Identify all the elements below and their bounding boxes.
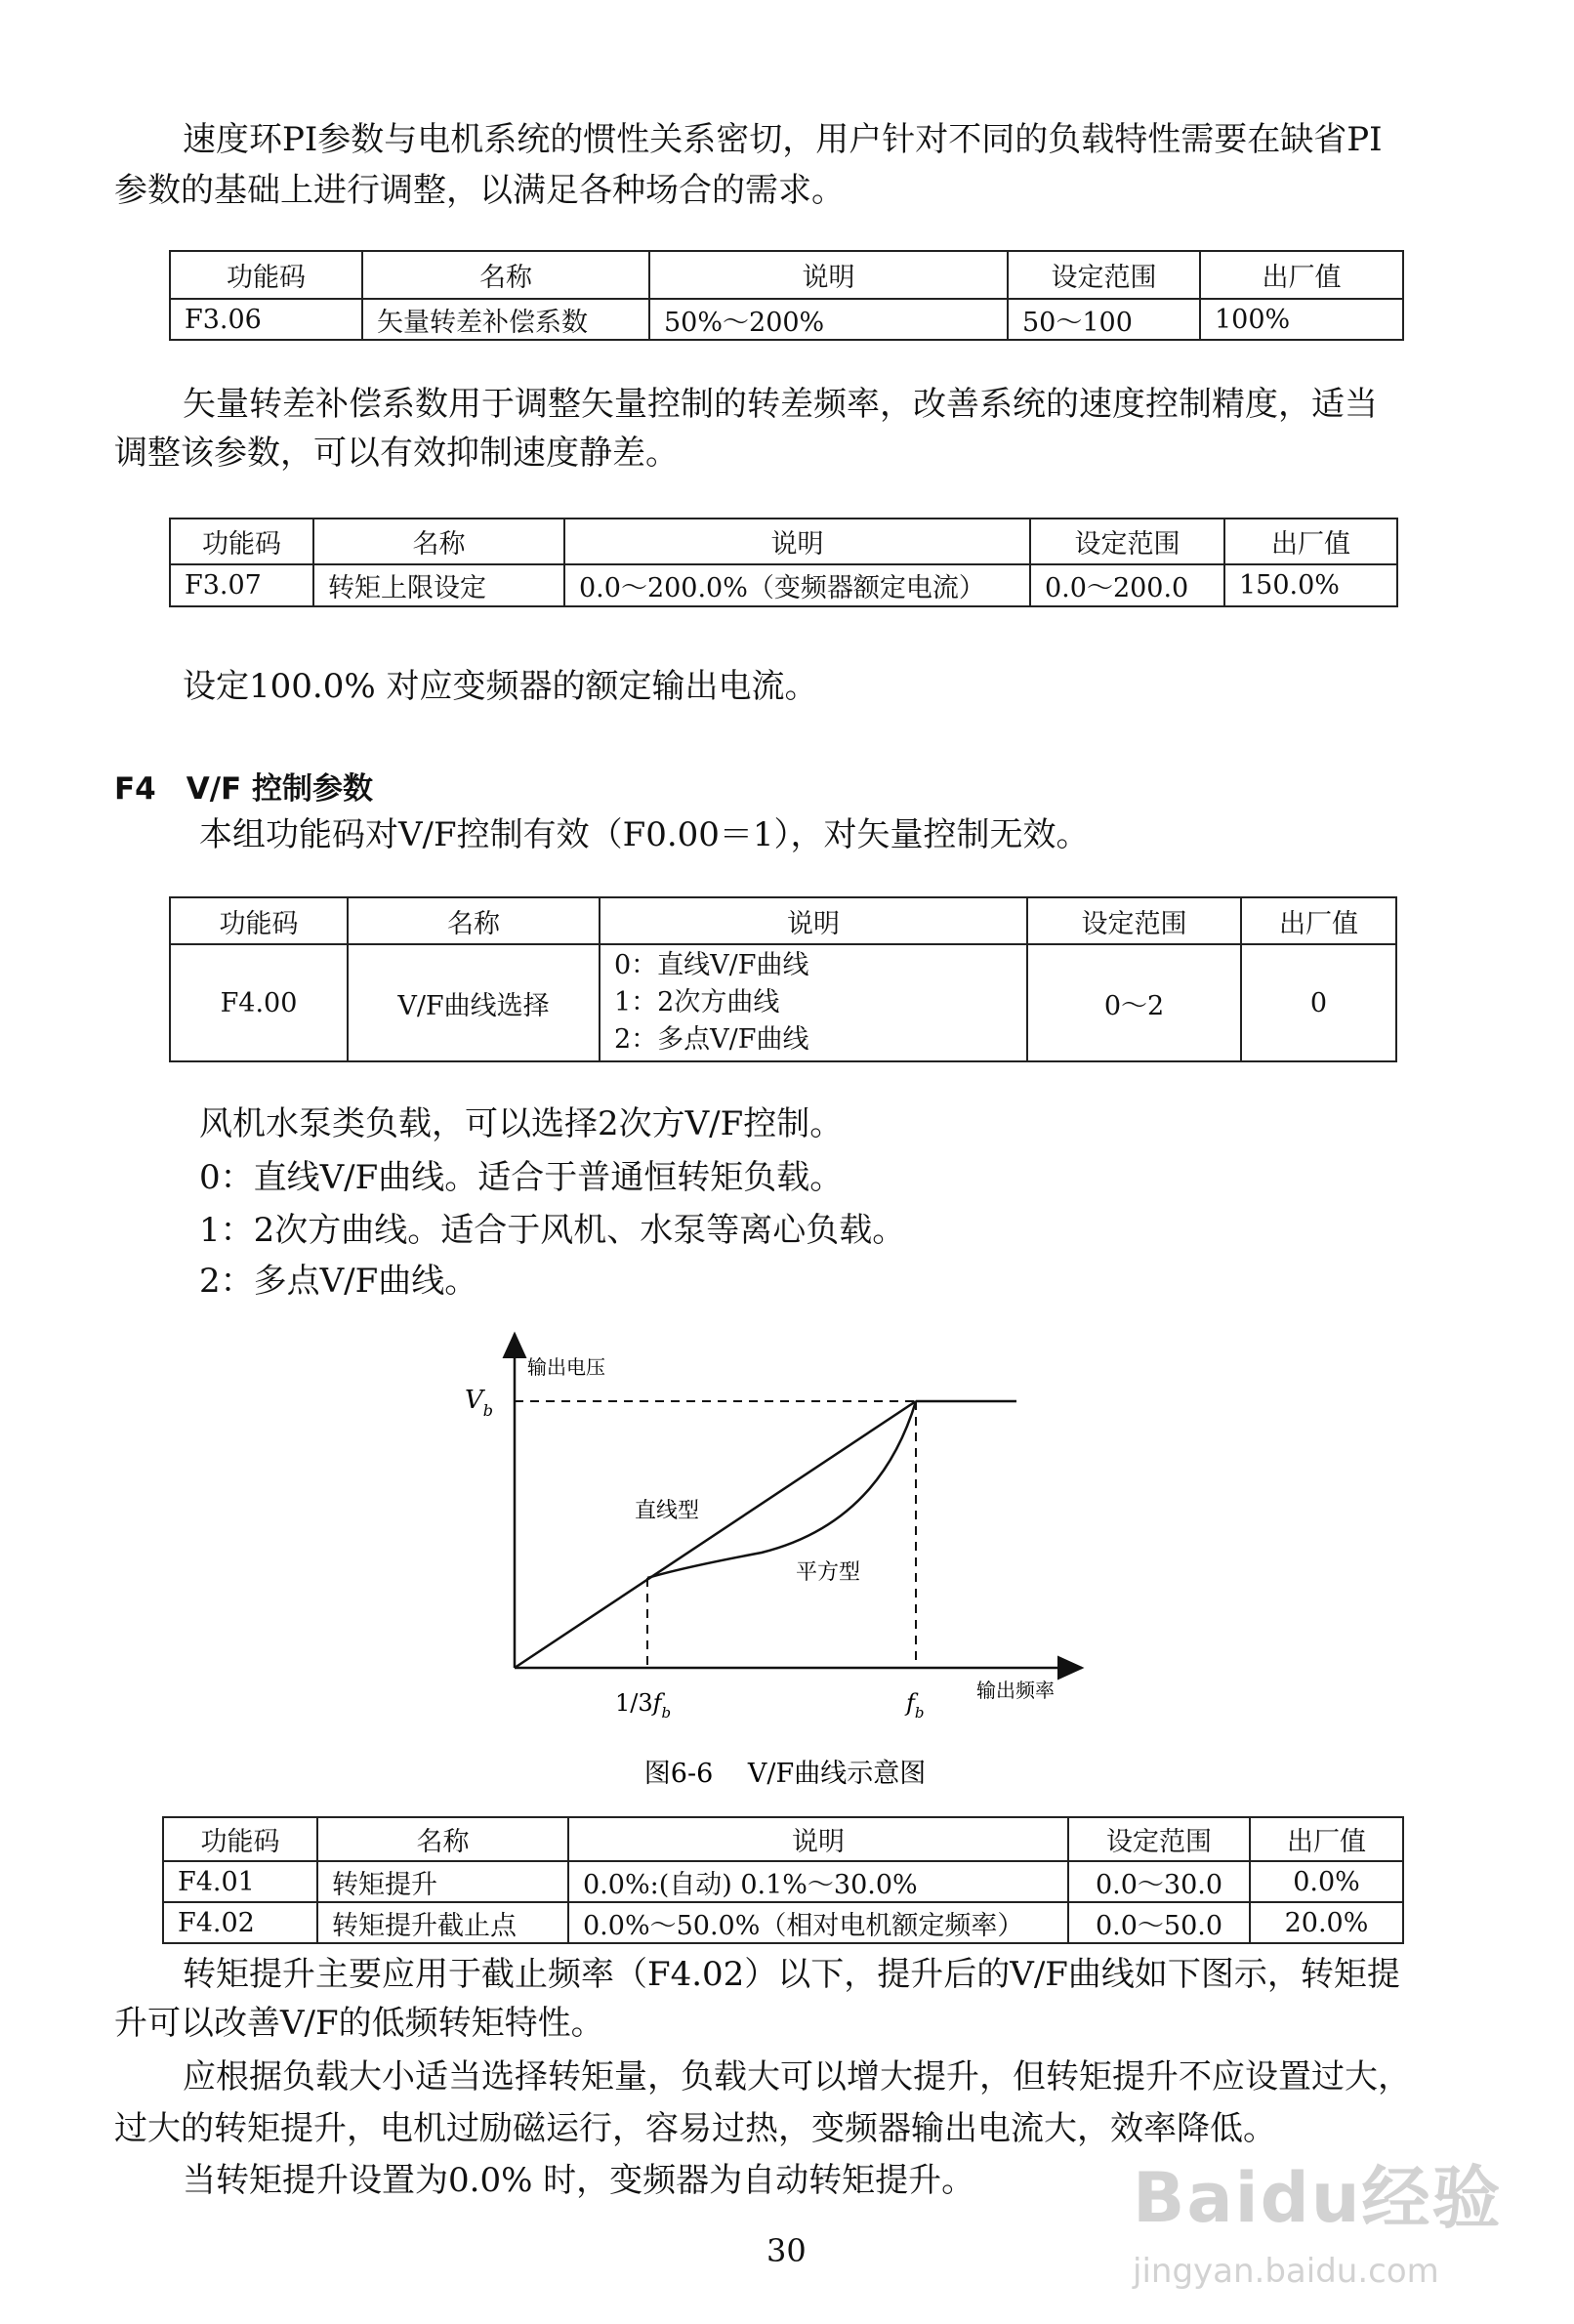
cell-default: 0.0% xyxy=(1250,1861,1403,1902)
cell-name: 转矩提升截止点 xyxy=(317,1902,568,1943)
header-default: 出厂值 xyxy=(1200,251,1403,299)
square-label: 平方型 xyxy=(796,1560,861,1585)
paragraph: 参数的基础上进行调整，以满足各种场合的需求。 xyxy=(114,171,845,210)
header-range: 设定范围 xyxy=(1068,1817,1250,1861)
cell-name: 转矩上限设定 xyxy=(313,564,564,606)
paragraph: 本组功能码对V/F控制有效（F0.00＝1），对矢量控制无效。 xyxy=(199,815,1090,854)
watermark-url: jingyan.baidu.com xyxy=(1133,2252,1439,2291)
cell-desc: 0.0%:(自动) 0.1%～30.0% xyxy=(568,1861,1068,1902)
cell-desc: 0.0～200.0%（变频器额定电流） xyxy=(564,564,1030,606)
watermark-logo: Baidu经验 xyxy=(1133,2158,1503,2238)
cell-range: 50～100 xyxy=(1008,299,1200,340)
list-item: 2：多点V/F曲线。 xyxy=(199,1262,478,1301)
header-desc: 说明 xyxy=(600,897,1027,944)
desc-option: 0：直线V/F曲线 xyxy=(614,950,809,980)
header-default: 出厂值 xyxy=(1241,897,1396,944)
cell-default: 20.0% xyxy=(1250,1902,1403,1943)
cell-code: F3.07 xyxy=(170,564,313,606)
figure-caption: 图6-6 V/F曲线示意图 xyxy=(643,1759,927,1789)
paragraph: 设定100.0% 对应变频器的额定输出电流。 xyxy=(183,667,818,706)
header-name: 名称 xyxy=(362,251,649,299)
cell-name: V/F曲线选择 xyxy=(348,944,600,1061)
paragraph: 矢量转差补偿系数用于调整矢量控制的转差频率，改善系统的速度控制精度，适当 xyxy=(183,385,1378,424)
cell-range: 0.0～200.0 xyxy=(1030,564,1224,606)
cell-default: 0 xyxy=(1241,944,1396,1061)
vb-label: $V_b$ xyxy=(465,1386,494,1420)
header-default: 出厂值 xyxy=(1250,1817,1403,1861)
paragraph: 当转矩提升设置为0.0% 时，变频器为自动转矩提升。 xyxy=(183,2161,975,2200)
list-item: 0：直线V/F曲线。适合于普通恒转矩负载。 xyxy=(199,1158,844,1197)
cell-code: F3.06 xyxy=(170,299,362,340)
paragraph: 应根据负载大小适当选择转矩量，负载大可以增大提升，但转矩提升不应设置过大， xyxy=(183,2057,1411,2096)
page-number: 30 xyxy=(766,2232,807,2269)
linear-label: 直线型 xyxy=(635,1499,700,1523)
fb-label: $f_b$ xyxy=(906,1689,925,1722)
list-item: 1：2次方曲线。适合于风机、水泵等离心负载。 xyxy=(199,1211,906,1250)
desc-option: 1：2次方曲线 xyxy=(614,987,780,1017)
header-code: 功能码 xyxy=(170,519,313,564)
header-name: 名称 xyxy=(348,897,600,944)
header-code: 功能码 xyxy=(170,251,362,299)
paragraph: 升可以改善V/F的低频转矩特性。 xyxy=(114,2004,604,2043)
header-desc: 说明 xyxy=(564,519,1030,564)
cell-default: 150.0% xyxy=(1224,564,1397,606)
paragraph: 转矩提升主要应用于截止频率（F4.02）以下，提升后的V/F曲线如下图示，转矩提 xyxy=(183,1955,1400,1994)
cell-name: 转矩提升 xyxy=(317,1861,568,1902)
header-range: 设定范围 xyxy=(1008,251,1200,299)
cell-default: 100% xyxy=(1200,299,1403,340)
header-desc: 说明 xyxy=(649,251,1008,299)
y-axis-label: 输出电压 xyxy=(527,1355,605,1379)
header-range: 设定范围 xyxy=(1030,519,1224,564)
header-range: 设定范围 xyxy=(1027,897,1241,944)
third-fb-label: $1/3f_b$ xyxy=(615,1689,672,1722)
baidu-watermark xyxy=(1133,2143,1503,2291)
cell-range: 0～2 xyxy=(1027,944,1241,1061)
paragraph: 速度环PI参数与电机系统的惯性关系密切，用户针对不同的负载特性需要在缺省PI xyxy=(183,120,1383,159)
cell-range: 0.0～50.0 xyxy=(1068,1902,1250,1943)
header-code: 功能码 xyxy=(170,897,348,944)
cell-code: F4.01 xyxy=(163,1861,317,1902)
header-desc: 说明 xyxy=(568,1817,1068,1861)
cell-range: 0.0～30.0 xyxy=(1068,1861,1250,1902)
cell-name: 矢量转差补偿系数 xyxy=(362,299,649,340)
header-name: 名称 xyxy=(317,1817,568,1861)
cell-desc: 50%～200% xyxy=(649,299,1008,340)
linear-curve xyxy=(515,1401,916,1668)
header-code: 功能码 xyxy=(163,1817,317,1861)
header-default: 出厂值 xyxy=(1224,519,1397,564)
section-title: F4 V/F 控制参数 xyxy=(114,771,374,807)
cell-desc: 0.0%～50.0%（相对电机额定频率） xyxy=(568,1902,1068,1943)
paragraph: 调整该参数，可以有效抑制速度静差。 xyxy=(114,434,679,473)
param-table-f401-f402 xyxy=(162,1816,1404,1944)
cell-code: F4.02 xyxy=(163,1902,317,1943)
x-axis-label: 输出频率 xyxy=(976,1679,1055,1702)
list-item: 风机水泵类负载，可以选择2次方V/F控制。 xyxy=(199,1104,844,1143)
cell-code: F4.00 xyxy=(170,944,348,1061)
header-name: 名称 xyxy=(313,519,564,564)
desc-option: 2：多点V/F曲线 xyxy=(614,1024,809,1055)
paragraph: 过大的转矩提升，电机过励磁运行，容易过热，变频器输出电流大，效率降低。 xyxy=(114,2109,1276,2148)
